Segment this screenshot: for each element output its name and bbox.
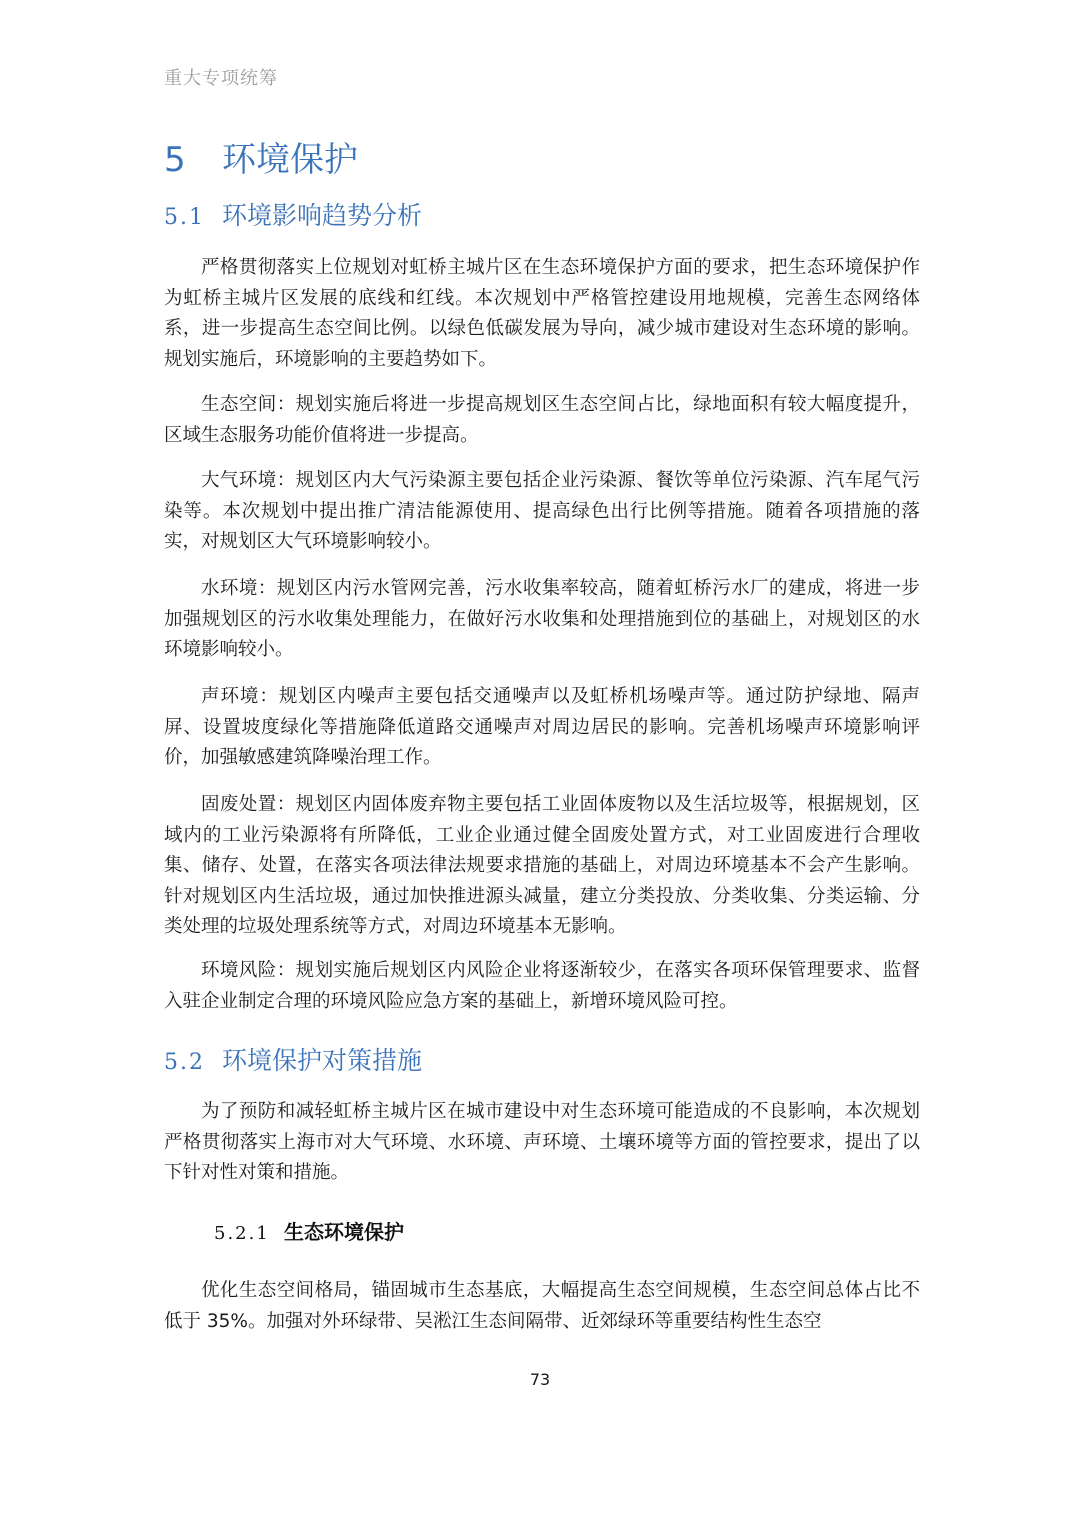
section-heading-5-2 xyxy=(164,1041,422,1077)
paragraph-water: 水环境：规划区内污水管网完善，污水收集率较高，随着虹桥污水厂的建成，将进一步加强规划区的污水收集处理能力，在做好污水收集和处理措施到位的基础上，对规划区的水环境影响较小。 xyxy=(164,578,920,660)
chapter-number: 5 xyxy=(164,140,186,180)
paragraph-eco-space: 生态空间：规划实施后将进一步提高规划区生态空间占比，绿地面积有较大幅度提升，区域生态服务功能价值将进一步提高。 xyxy=(164,394,920,446)
section-heading-5-1 xyxy=(164,196,422,232)
paragraph-solid-waste: 固废处置：规划区内固体废弃物主要包括工业固体废物以及生活垃圾等，根据规划，区域内的工业污染源将有所降低，工业企业通过健全固废处置方式，对工业固废进行合理收集、储存、处置，在落实各项法律法规要求措施的基础上，对周边环境基本不会产生影响。针对规划区内生活垃圾，通过加快推进源头减量，建立分类投放、分类收集、分类运输、分类处理的垃圾处理系统等方式，对周边环境基本无影响。 xyxy=(164,794,920,937)
chapter-heading xyxy=(164,132,358,181)
subsection-heading-5-2-1 xyxy=(214,1216,404,1245)
section-title: 环境保护对策措施 xyxy=(222,1046,423,1075)
chapter-title: 环境保护 xyxy=(222,140,358,180)
paragraph-risk: 环境风险：规划实施后规划区内风险企业将逐渐较少，在落实各项环保管理要求、监督入驻企业制定合理的环境风险应急方案的基础上，新增环境风险可控。 xyxy=(164,960,920,1012)
page-number: 73 xyxy=(529,1370,551,1389)
running-header: 重大专项统筹 xyxy=(164,68,278,89)
paragraph-air: 大气环境：规划区内大气污染源主要包括企业污染源、餐饮等单位污染源、汽车尾气污染等。本次规划中提出推广清洁能源使用、提高绿色出行比例等措施。随着各项措施的落实，对规划区大气环境影响较小。 xyxy=(164,470,920,552)
paragraph-eco-protection: 优化生态空间格局，锚固城市生态基底，大幅提高生态空间规模，生态空间总体占比不低于 35%。加强对外环绿带、吴淞江生态间隔带、近郊绿环等重要结构性生态空 xyxy=(164,1280,920,1332)
paragraph-intro: 严格贯彻落实上位规划对虹桥主城片区在生态环境保护方面的要求，把生态环境保护作为虹桥主城片区发展的底线和红线。本次规划中严格管控建设用地规模，完善生态网络体系，进一步提高生态空间比例。以绿色低碳发展为导向，减少城市建设对生态环境的影响。规划实施后，环境影响的主要趋势如下。 xyxy=(164,257,920,370)
paragraph-measures-intro: 为了预防和减轻虹桥主城片区在城市建设中对生态环境可能造成的不良影响，本次规划严格贯彻落实上海市对大气环境、水环境、声环境、土壤环境等方面的管控要求，提出了以下针对性对策和措施。 xyxy=(164,1101,920,1183)
subsection-title: 生态环境保护 xyxy=(284,1220,404,1244)
paragraph-noise: 声环境：规划区内噪声主要包括交通噪声以及虹桥机场噪声等。通过防护绿地、隔声屏、设置坡度绿化等措施降低道路交通噪声对周边居民的影响。完善机场噪声环境影响评价，加强敏感建筑降噪治理工作。 xyxy=(164,686,920,768)
section-title: 环境影响趋势分析 xyxy=(222,201,423,230)
section-number: 5.1 xyxy=(164,205,205,230)
subsection-number: 5.2.1 xyxy=(214,1223,270,1244)
section-number: 5.2 xyxy=(164,1050,205,1075)
